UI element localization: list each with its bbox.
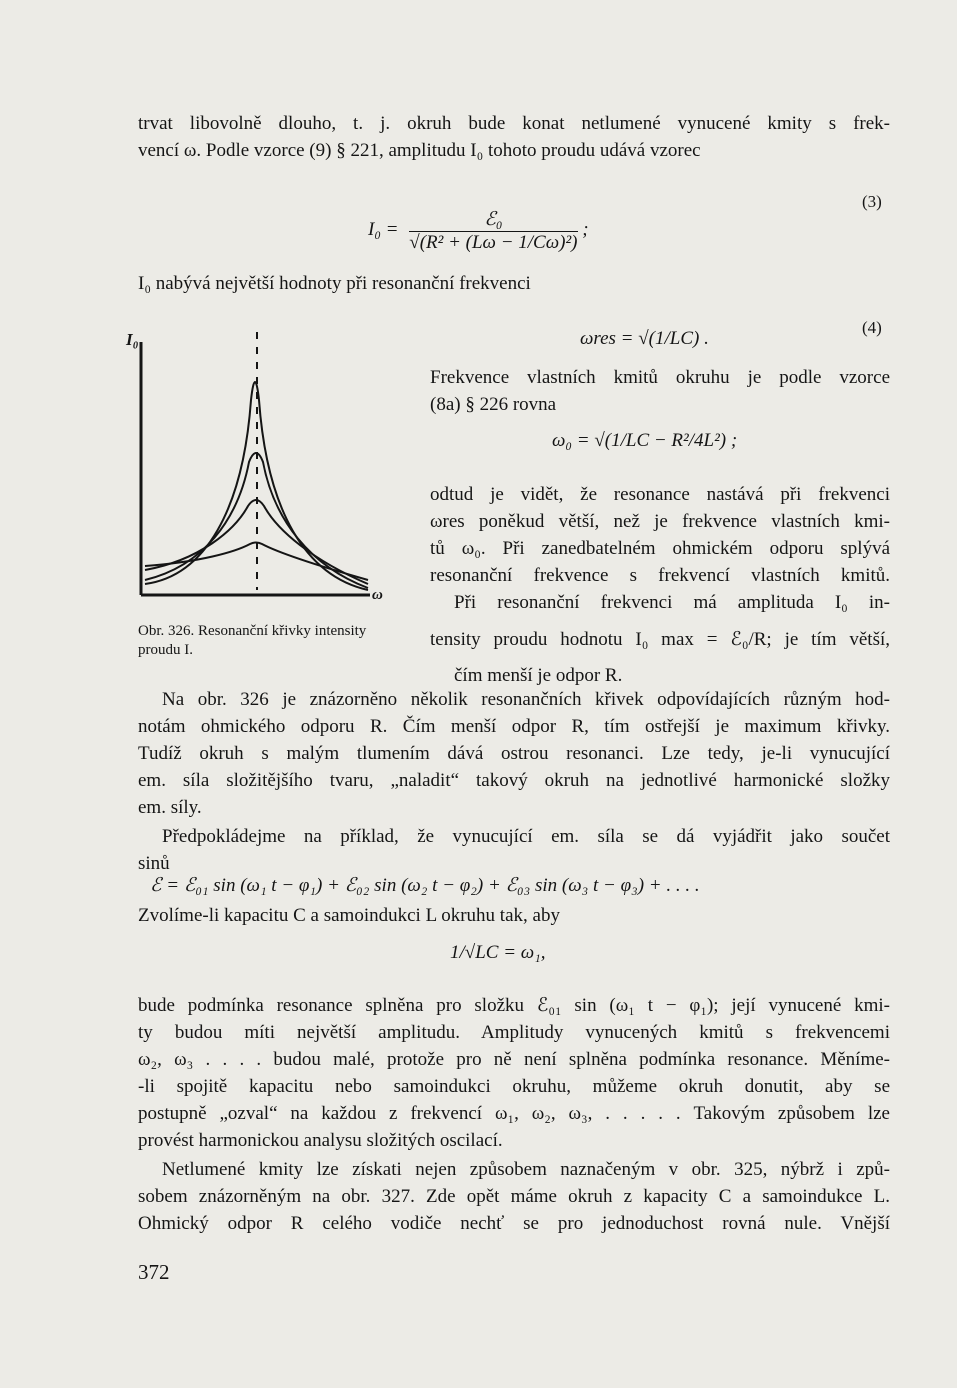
text-line: čím menší je odpor R.: [454, 665, 623, 686]
text-line: Frekvence vlastních kmitů okruhu je podle vzorce: [430, 367, 890, 388]
axis-label-x: ω: [372, 587, 383, 603]
text-line: Ohmický odpor R celého vodiče nechť se pro jednoduchost rovná nule. Vnější: [138, 1213, 890, 1234]
figure-caption: Obr. 326. Resonanční křivky intensity proudu I.: [138, 623, 367, 658]
text-line: odtud je vidět, že resonance nastává při frekvenci: [430, 484, 890, 505]
text-line: trvat libovolně dlouho, t. j. okruh bude konat netlumené vynucené kmity s frek-: [138, 113, 890, 134]
text-line: notám ohmického odporu R. Čím menší odpor R, tím ostřejší je maximum křivky.: [138, 716, 890, 737]
text-line: vencí ω. Podle vzorce (9) § 221, amplitudu I₀ tohoto proudu udává vzorec: [138, 140, 701, 161]
text-line: tů ω₀. Při zanedbatelném ohmickém odporu splývá: [430, 538, 890, 559]
text-line: Při resonanční frekvenci má amplituda I₀ in-: [454, 592, 890, 613]
text-line: sobem znázorněným na obr. 327. Zde opět máme okruh z kapacity C a samoindukce L.: [138, 1186, 890, 1207]
text-line: Předpokládejme na příklad, že vynucující em. síla se dá vyjádřit jako součet: [162, 826, 890, 847]
text-line: ωres poněkud větší, než je frekvence vlastních kmi-: [430, 511, 890, 532]
formula-4: ωres = √(1/LC) .: [580, 328, 709, 349]
text-line: Na obr. 326 je znázorněno několik resonančních křivek odpovídajících různým hod-: [162, 689, 890, 710]
text-line: provést harmonickou analysu složitých oscilací.: [138, 1130, 503, 1151]
equation-number-3: (3): [862, 192, 882, 211]
text-line: postupně „ozval“ na každou z frekvencí ω₁, ω₂, ω₃, . . . . . Takovým způsobem lze: [138, 1103, 890, 1124]
text-line: sinů: [138, 853, 170, 874]
page-number: 372: [138, 1260, 170, 1284]
text-line: bude podmínka resonance splněna pro složku ℰ₀₁ sin (ω₁ t − φ₁); její vynucené kmi-: [138, 995, 890, 1016]
text-line: em. síla složitějšího tvaru, „naladit“ takový okruh na jednotlivé harmonické složky: [138, 770, 890, 791]
text-line: I₀ nabývá největší hodnoty při resonanční frekvenci: [138, 273, 531, 294]
equation-number-4: (4): [862, 318, 882, 337]
text-line: em. síly.: [138, 797, 202, 818]
text-line: -li spojitě kapacitu nebo samoindukci okruhu, můžeme okruh donutit, aby se: [138, 1076, 890, 1097]
formula-3-expression: I₀ = ℰ₀ √(R² + (Lω − 1/Cω)²) ;: [368, 209, 589, 253]
text-line: Tudíž okruh s malým tlumením dává ostrou resonanci. Lze tedy, je-li vynucující: [138, 743, 890, 764]
text-line: tensity proudu hodnotu I₀ max = ℰ₀/R; je tím větší,: [430, 629, 890, 650]
text-line: ty budou míti největší amplitudu. Amplitudy vynucených kmitů s frekvencemi: [138, 1022, 890, 1043]
formula-lc: 1/√LC = ω₁,: [450, 942, 546, 963]
formula-sum: ℰ = ℰ₀₁ sin (ω₁ t − φ₁) + ℰ₀₂ sin (ω₂ t − φ₂) + ℰ₀₃ sin (ω₃ t − φ₃) + . . . .: [150, 875, 700, 896]
text-line: (8a) § 226 rovna: [430, 394, 557, 415]
text-line: Zvolíme-li kapacitu C a samoindukci L okruhu tak, aby: [138, 905, 560, 926]
text-line: ω₂, ω₃ . . . . budou malé, protože pro ně není splněna podmínka resonance. Měníme-: [138, 1049, 890, 1070]
formula-omega0: ω₀ = √(1/LC − R²/4L²) ;: [552, 430, 738, 451]
axis-label-y: I₀: [126, 330, 139, 349]
text-line: Netlumené kmity lze získati nejen způsobem naznačeným v obr. 325, nýbrž i způ-: [162, 1159, 890, 1180]
text-line: resonanční frekvence s frekvencí vlastních kmitů.: [430, 565, 890, 586]
